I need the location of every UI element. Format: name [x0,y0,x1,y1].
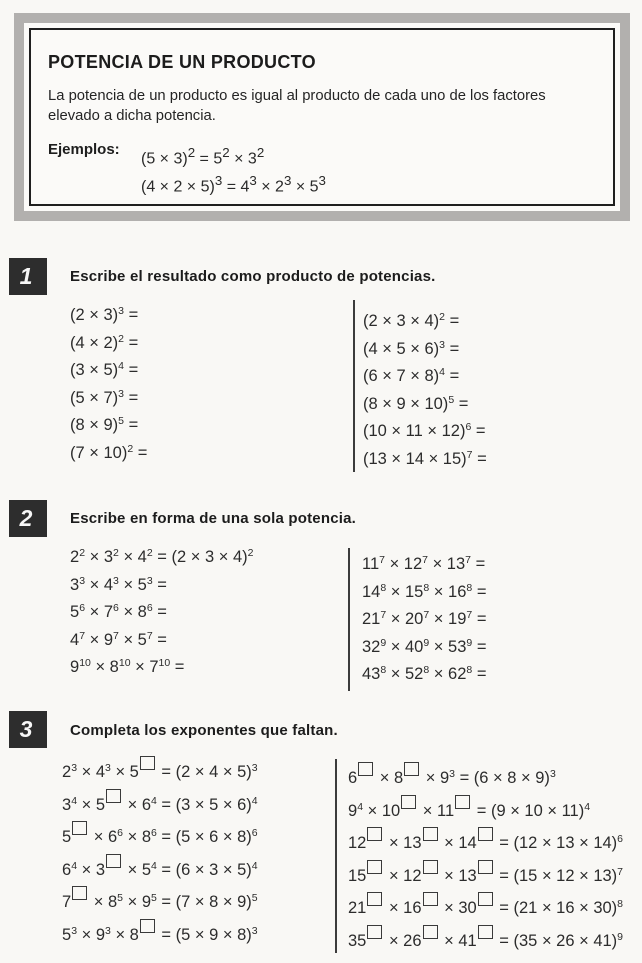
answer-box [423,827,438,841]
examples-row [48,139,595,195]
section-badge-1 [9,258,47,295]
exercise-item: $(10 \times 11 \times 12)^6$ = [363,421,486,440]
examples-list [141,139,326,195]
exercise-item: $(3 \times 5)^4$ = [70,360,139,379]
exercise-item: $2^3 \times 4^3 \times 5 = (2 \times 4 \times 5)^3$ [62,756,258,789]
exercise-item: $3^4 \times 5 \times 6^4 = (3 \times 5 \times 6)^4$ [62,789,258,822]
exercise-item: $15 \times 12 \times 13 = (15 \times 12 \times 13)^7$ [348,860,623,893]
section-1-instruction: Escribe el resultado como producto de potencias. [70,268,436,285]
section-2-instruction: Escribe en forma de una sola potencia. [70,510,357,527]
answer-box [455,795,470,809]
exercise-item: $4^7 \times 9^7 \times 5^7$ = [70,629,167,649]
exercise-item: $32^9 \times 40^9 \times 53^9$ = [362,636,487,656]
exercise-3-left-column [62,756,258,951]
section-badge-3 [9,711,47,748]
section-number: 2 [19,505,33,531]
exercise-item: $(5 \times 7)^3$ = [70,387,139,407]
examples-label: Ejemplos: [48,141,120,159]
exercise-item: $9^4 \times 10 \times 11 = (9 \times 10 \times 11)^4$ [348,795,623,828]
worksheet-title: POTENCIA DE UN PRODUCTO [48,52,316,72]
exercise-item: $3^3 \times 4^3 \times 5^3$ = [70,574,167,594]
exercise-item: $6 \times 8 \times 9^3 = (6 \times 8 \times 9)^3$ [348,762,623,795]
exercise-item: $(4 \times 5 \times 6)^3$ = [363,338,460,358]
exercise-2-right-column [362,551,486,689]
exercise-item: $21 \times 16 \times 30 = (21 \times 16 \times 30)^8$ [348,892,623,925]
exercise-item: $(2 \times 3)^3$ = [70,305,139,324]
section-badge-2 [9,500,47,537]
column-divider [335,759,337,953]
exercise-2-left-column [70,544,253,682]
answer-box [423,860,438,874]
exercise-item: $6^4 \times 3 \times 5^4 = (6 \times 3 \times 5)^4$ [62,854,258,887]
answer-box [478,827,493,841]
section-3-instruction: Completa los exponentes que faltan. [70,722,338,739]
answer-box [367,892,382,906]
answer-box [367,860,382,874]
header-box-border [29,28,615,206]
exercise-item: $2^2 \times 3^2 \times 4^2 = (2 \times 3 \times 4)^2$ [70,547,254,566]
exercise-item: $35 \times 26 \times 41 = (35 \times 26 \times 41)^9$ [348,925,623,958]
exercise-item: $(7 \times 10)^2$ = [70,442,148,462]
exercise-item: $(6 \times 7 \times 8)^4$ = [363,366,460,385]
exercise-item: $12 \times 13 \times 14 = (12 \times 13 \times 14)^6$ [348,827,623,860]
answer-box [404,762,419,776]
exercise-item: $(2 \times 3 \times 4)^2$ = [363,311,460,330]
example-equation: $(5 \times 3)^2 = 5^2 \times 3^2$ [141,145,265,168]
column-divider [348,548,350,691]
header-box-inner [24,23,620,211]
exercise-item: $7 \times 8^5 \times 9^5 = (7 \times 8 \times 9)^5$ [62,886,258,919]
exercise-1-right-column [363,308,487,473]
exercise-1-left-column [70,302,147,467]
answer-box [367,827,382,841]
section-number: 3 [19,716,33,742]
header-box [14,13,630,221]
exercise-item: $(8 \times 9)^5$ = [70,415,139,434]
lesson-description: La potencia de un producto es igual al producto de cada uno de los factores elevado a dicha potencia. [48,88,546,124]
answer-box [106,854,121,868]
example-equation: $(4 \times 2 \times 5)^3 = 4^3 \times 2^3 \times 5^3$ [141,173,326,196]
answer-box [72,821,87,835]
answer-box [478,860,493,874]
exercise-item: $5 \times 6^6 \times 8^6 = (5 \times 6 \times 8)^6$ [62,821,258,854]
answer-box [358,762,373,776]
answer-box [367,925,382,939]
exercise-item: $5^3 \times 9^3 \times 8 = (5 \times 9 \times 8)^3$ [62,919,258,952]
answer-box [72,886,87,900]
exercise-item: $14^8 \times 15^8 \times 16^8$ = [362,581,487,601]
exercise-item: $(13 \times 14 \times 15)^7$ = [363,448,487,468]
exercise-item: $(4 \times 2)^2$ = [70,332,139,352]
answer-box [478,892,493,906]
column-divider [353,300,355,472]
exercise-item: $21^7 \times 20^7 \times 19^7$ = [362,609,487,628]
exercise-item: $11^7 \times 12^7 \times 13^7$ = [362,554,486,573]
exercise-item: $(8 \times 9 \times 10)^5$ = [363,393,469,413]
answer-box [140,756,155,770]
exercise-3-right-column [348,762,623,957]
exercise-item: $9^{10} \times 8^{10} \times 7^{10}$ = [70,657,185,676]
answer-box [401,795,416,809]
exercise-item: $43^8 \times 52^8 \times 62^8$ = [362,664,487,683]
answer-box [140,919,155,933]
answer-box [106,789,121,803]
answer-box [423,925,438,939]
exercise-item: $5^6 \times 7^6 \times 8^6$ = [70,602,167,621]
answer-box [423,892,438,906]
section-number: 1 [19,263,33,289]
answer-box [478,925,493,939]
